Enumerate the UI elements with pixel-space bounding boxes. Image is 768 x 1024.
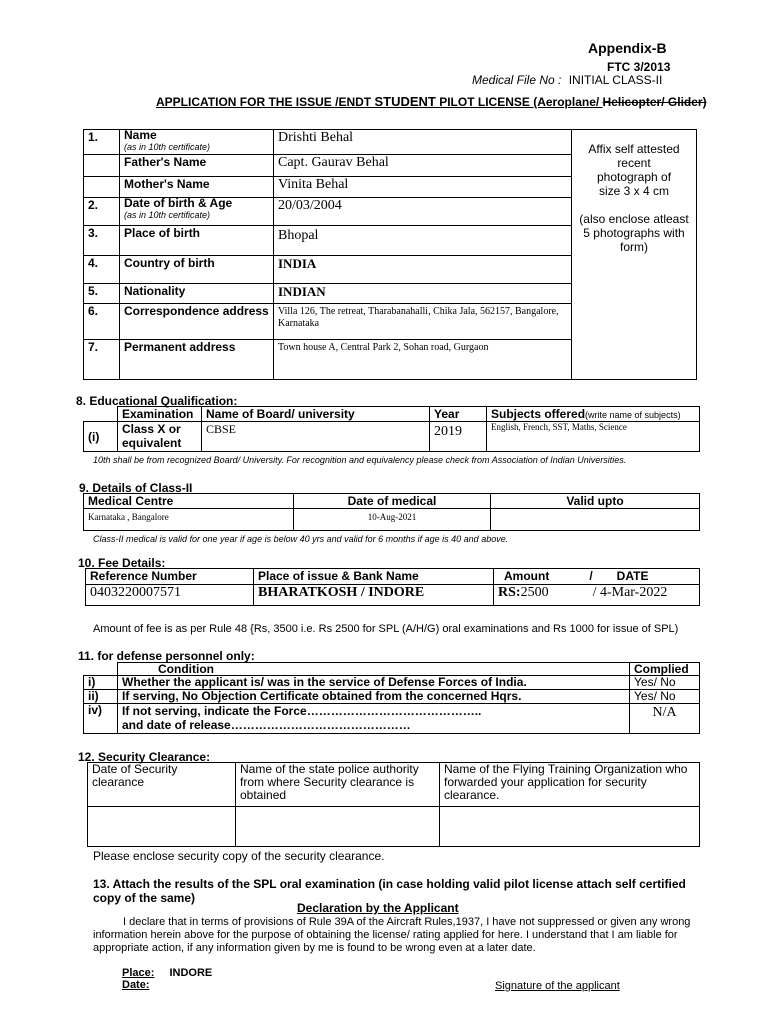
row-num: 7.	[84, 340, 120, 380]
row-num: 4.	[84, 256, 120, 284]
h-slash: /	[589, 569, 593, 583]
label-mother: Mother's Name	[120, 177, 274, 198]
education-note: 10th shall be from recognized Board/ University. For recognition and equivalency please check from Association of Indian Universities.	[93, 455, 627, 465]
def-num: i)	[84, 676, 118, 690]
place-row	[122, 967, 212, 979]
h-place-bank: Place of issue & Bank Name	[254, 569, 494, 585]
date-label: Date:	[122, 979, 150, 991]
h-sec-authority: Name of the state police authority from where Security clearance is obtained	[236, 763, 440, 807]
row-num: 5.	[84, 284, 120, 304]
value-mother: Vinita Behal	[274, 177, 572, 198]
h-year: Year	[430, 407, 487, 422]
value-corr-address: Villa 126, The retreat, Tharabanahalli, Chika Jala, 562157, Bangalore, Karnataka	[274, 304, 572, 340]
label-pob: Place of birth	[120, 226, 274, 256]
def-text: If serving, No Objection Certificate obtained from the concerned Hqrs.	[118, 690, 630, 704]
signature-label: Signature of the applicant	[495, 980, 620, 992]
h-subjects	[487, 407, 700, 422]
blank-cell	[84, 663, 118, 676]
photo-box	[572, 130, 697, 380]
fee-amount-label: RS:	[498, 585, 521, 600]
value-nationality: INDIAN	[274, 284, 572, 304]
class2-heading: 9. Details of Class-II	[79, 481, 193, 495]
edu-board: CBSE	[202, 422, 430, 452]
edu-row-num: (i)	[84, 422, 118, 452]
fee-place-bank: BHARATKOSH / INDORE	[254, 585, 494, 606]
fee-note: Amount of fee is as per Rule 48 {Rs, 3500 i.e. Rs 2500 for SPL (A/H/G) oral examinations and Rs 1000 for issue of SPL)	[93, 623, 679, 635]
label-text: Date of birth & Age	[124, 196, 233, 210]
def-value: Yes/ No	[630, 690, 700, 704]
row-num: 6.	[84, 304, 120, 340]
sec-fto	[440, 807, 700, 847]
declaration-text: I declare that in terms of provisions of Rule 39A of the Aircraft Rules,1937, I have not suppressed or given any wrong information herein above for the purpose of obtaining the license/ rating applied for here. I understand that I am liable for appropriate action, if any information given by me is found to be wrong even at a later date.	[93, 916, 691, 954]
label-sub: (as in 10th certificate)	[124, 210, 211, 220]
label-perm-address: Permanent address	[120, 340, 274, 380]
ftc-number: FTC 3/2013	[607, 60, 671, 74]
def-num: iv)	[84, 704, 118, 734]
title-strike: Helicopter/ Glider)	[602, 95, 707, 109]
medical-file	[472, 73, 662, 87]
label-father: Father's Name	[120, 155, 274, 177]
def-text: Whether the applicant is/ was in the service of Defense Forces of India.	[118, 676, 630, 690]
h-reference: Reference Number	[86, 569, 254, 585]
h-sec-date: Date of Security clearance	[88, 763, 236, 807]
spl-attach: 13. Attach the results of the SPL oral examination (in case holding valid pilot license attach self certified copy of the same)	[93, 877, 686, 905]
class2-table	[83, 493, 700, 531]
medical-date: 10-Aug-2021	[294, 509, 491, 531]
education-heading: 8. Educational Qualification:	[76, 394, 238, 408]
label-country: Country of birth	[120, 256, 274, 284]
security-heading: 12. Security Clearance:	[78, 750, 211, 764]
value-name: Drishti Behal	[274, 130, 572, 155]
fee-table	[85, 568, 700, 606]
fee-amount: 2500	[520, 585, 549, 600]
h-complied: Complied	[630, 663, 700, 676]
def-na: N/A	[630, 704, 700, 734]
edu-exam: Class X or equivalent	[118, 422, 202, 452]
label-name	[120, 130, 274, 155]
h-amount-date	[494, 569, 700, 585]
edu-subjects: English, French, SST, Maths, Science	[487, 422, 700, 452]
appendix-label: Appendix-B	[588, 40, 667, 56]
label-text: Name	[124, 128, 157, 142]
security-note: Please enclose security copy of the security clearance.	[93, 849, 385, 863]
h-subjects-text: Subjects offered	[491, 407, 586, 421]
h-amount: Amount	[504, 569, 550, 583]
fee-heading: 10. Fee Details:	[78, 556, 166, 570]
edu-year: 2019	[430, 422, 487, 452]
fee-amount-date	[494, 585, 700, 606]
h-date: DATE	[616, 569, 649, 583]
form-title	[156, 94, 712, 110]
def-num: ii)	[84, 690, 118, 704]
valid-upto	[491, 509, 700, 531]
value-perm-address: Town house A, Central Park 2, Sohan road, Gurgaon	[274, 340, 572, 380]
sec-authority	[236, 807, 440, 847]
row-num: 1.	[84, 130, 120, 155]
place-label: Place:	[122, 967, 155, 979]
fee-reference: 0403220007571	[86, 585, 254, 606]
row-num	[84, 177, 120, 198]
label-sub: (as in 10th certificate)	[124, 142, 211, 152]
h-board: Name of Board/ university	[202, 407, 430, 422]
title-student: STUDENT	[374, 94, 436, 109]
sec-date	[88, 807, 236, 847]
h-exam: Examination	[118, 407, 202, 422]
row-num	[84, 155, 120, 177]
security-table	[87, 762, 700, 847]
def-force-line: If not serving, indicate the Force……………………………………..	[122, 704, 482, 718]
photo-note: (also enclose atleast 5 photographs with form)	[579, 212, 689, 254]
personal-table	[83, 129, 697, 380]
photo-text: Affix self attested recent photograph of size 3 x 4 cm	[588, 142, 680, 198]
def-text-force	[118, 704, 630, 734]
def-release-line: and date of release………………………………………	[122, 718, 411, 732]
def-value: Yes/ No	[630, 676, 700, 690]
value-pob: Bhopal	[274, 226, 572, 256]
h-sec-fto: Name of the Flying Training Organization who forwarded your application for security clearance.	[440, 763, 700, 807]
h-valid: Valid upto	[491, 494, 700, 509]
label-dob	[120, 198, 274, 226]
label-nationality: Nationality	[120, 284, 274, 304]
title-mid: PILOT LICENSE (Aeroplane/	[435, 95, 603, 109]
blank-cell	[84, 407, 118, 422]
defense-heading: 11. for defense personnel only:	[78, 649, 255, 663]
row-num: 3.	[84, 226, 120, 256]
label-corr-address: Correspondence address	[120, 304, 274, 340]
value-dob: 20/03/2004	[274, 198, 572, 226]
h-medical-date: Date of medical	[294, 494, 491, 509]
row-num: 2.	[84, 198, 120, 226]
place-value: INDORE	[169, 967, 213, 979]
fee-date: / 4-Mar-2022	[592, 585, 668, 600]
declaration-heading: Declaration by the Applicant	[297, 901, 459, 915]
defense-table	[83, 662, 700, 734]
medical-file-label: Medical File No :	[472, 73, 562, 87]
h-centre: Medical Centre	[84, 494, 294, 509]
medical-file-value: INITIAL CLASS-II	[568, 73, 663, 87]
education-table	[83, 406, 700, 452]
value-father: Capt. Gaurav Behal	[274, 155, 572, 177]
h-subjects-note: (write name of subjects)	[585, 410, 681, 420]
title-pre: APPLICATION FOR THE ISSUE /ENDT	[156, 95, 375, 109]
value-country: INDIA	[274, 256, 572, 284]
class2-note: Class-II medical is valid for one year if age is below 40 yrs and valid for 6 months if age is 40 and above.	[93, 534, 509, 544]
h-condition: Condition	[118, 663, 630, 676]
medical-centre: Karnataka , Bangalore	[84, 509, 294, 531]
